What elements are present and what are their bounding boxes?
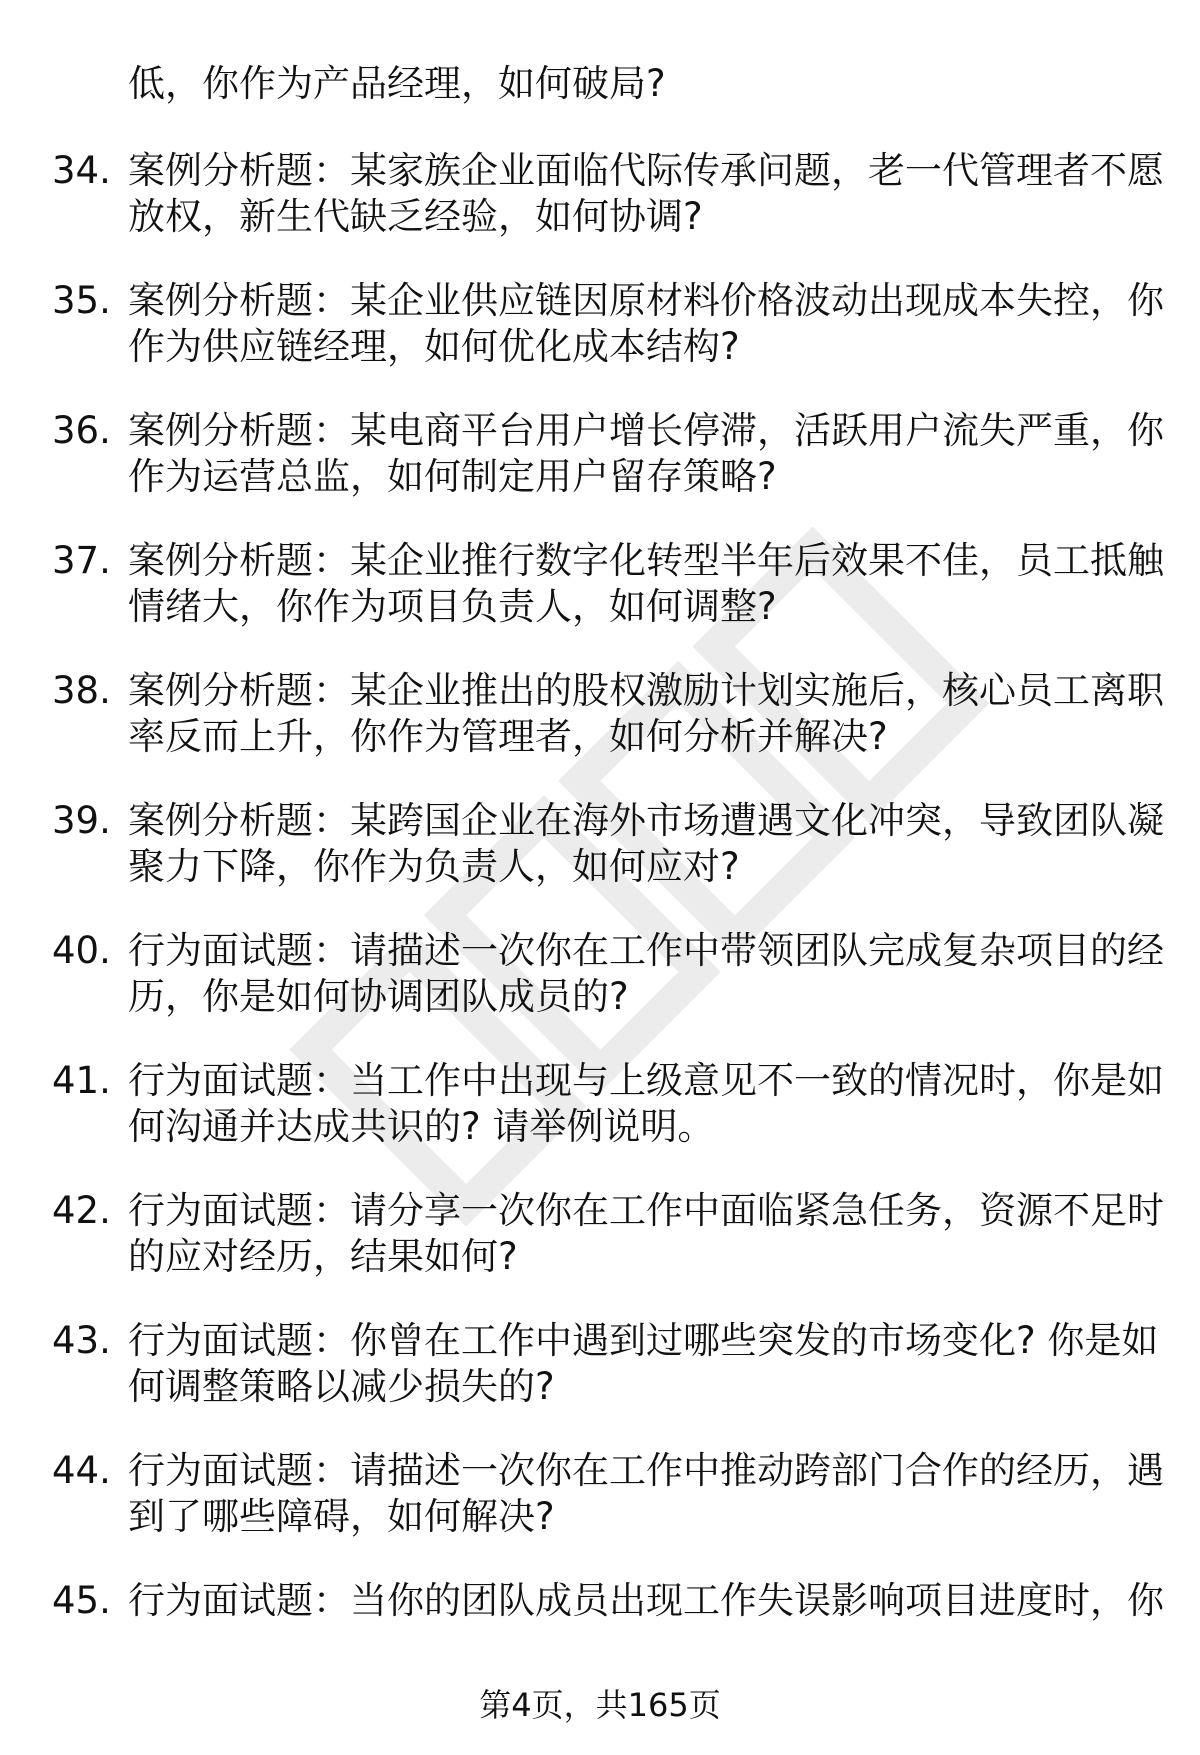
question-number: 36.	[52, 409, 111, 452]
question-item	[0, 1185, 1200, 1315]
continued-question-text: 低，你作为产品经理，如何破局?	[128, 62, 666, 105]
question-item	[0, 275, 1200, 405]
question-text: 何调整策略以减少损失的?	[128, 1365, 555, 1408]
question-text: 行为面试题：当你的团队成员出现工作失误影响项目进度时，你	[128, 1579, 1164, 1622]
question-number: 43.	[52, 1319, 111, 1362]
question-text: 案例分析题：某企业供应链因原材料价格波动出现成本失控，你	[128, 279, 1164, 322]
question-text: 案例分析题：某电商平台用户增长停滞，活跃用户流失严重，你	[128, 409, 1164, 452]
question-text: 何沟通并达成共识的? 请举例说明。	[128, 1105, 715, 1148]
question-item	[0, 405, 1200, 535]
question-number: 42.	[52, 1189, 111, 1232]
question-item	[0, 145, 1200, 275]
question-number: 44.	[52, 1449, 111, 1492]
question-text: 案例分析题：某企业推出的股权激励计划实施后，核心员工离职	[128, 669, 1164, 712]
question-item	[0, 1055, 1200, 1185]
question-item	[0, 925, 1200, 1055]
question-text: 聚力下降，你作为负责人，如何应对?	[128, 845, 740, 888]
question-text: 行为面试题：请描述一次你在工作中推动跨部门合作的经历，遇	[128, 1449, 1164, 1492]
question-item	[0, 665, 1200, 795]
question-item	[0, 795, 1200, 925]
question-text: 历，你是如何协调团队成员的?	[128, 975, 629, 1018]
question-number: 40.	[52, 929, 111, 972]
question-text: 作为供应链经理，如何优化成本结构?	[128, 325, 740, 368]
question-text: 情绪大，你作为项目负责人，如何调整?	[128, 585, 777, 628]
question-number: 38.	[52, 669, 111, 712]
question-number: 45.	[52, 1579, 111, 1622]
question-text: 行为面试题：请分享一次你在工作中面临紧急任务，资源不足时	[128, 1189, 1164, 1232]
question-text: 行为面试题：当工作中出现与上级意见不一致的情况时，你是如	[128, 1059, 1164, 1102]
question-number: 35.	[52, 279, 111, 322]
question-number: 39.	[52, 799, 111, 842]
question-item	[0, 1315, 1200, 1445]
question-item	[0, 535, 1200, 665]
question-text: 到了哪些障碍，如何解决?	[128, 1495, 555, 1538]
question-number: 37.	[52, 539, 111, 582]
question-text: 案例分析题：某跨国企业在海外市场遭遇文化冲突，导致团队凝	[128, 799, 1164, 842]
question-text: 作为运营总监，如何制定用户留存策略?	[128, 455, 777, 498]
question-text: 的应对经历，结果如何?	[128, 1235, 518, 1278]
page-footer: 第4页，共165页	[479, 1686, 721, 1724]
question-text: 案例分析题：某企业推行数字化转型半年后效果不佳，员工抵触	[128, 539, 1164, 582]
question-text: 案例分析题：某家族企业面临代际传承问题，老一代管理者不愿	[128, 149, 1164, 192]
question-text: 放权，新生代缺乏经验，如何协调?	[128, 195, 703, 238]
question-text: 率反而上升，你作为管理者，如何分析并解决?	[128, 715, 888, 758]
question-number: 34.	[52, 149, 111, 192]
question-text: 行为面试题：你曾在工作中遇到过哪些突发的市场变化? 你是如	[128, 1319, 1159, 1362]
question-list	[0, 145, 1200, 1705]
question-item	[0, 1445, 1200, 1575]
question-number: 41.	[52, 1059, 111, 1102]
question-text: 行为面试题：请描述一次你在工作中带领团队完成复杂项目的经	[128, 929, 1164, 972]
